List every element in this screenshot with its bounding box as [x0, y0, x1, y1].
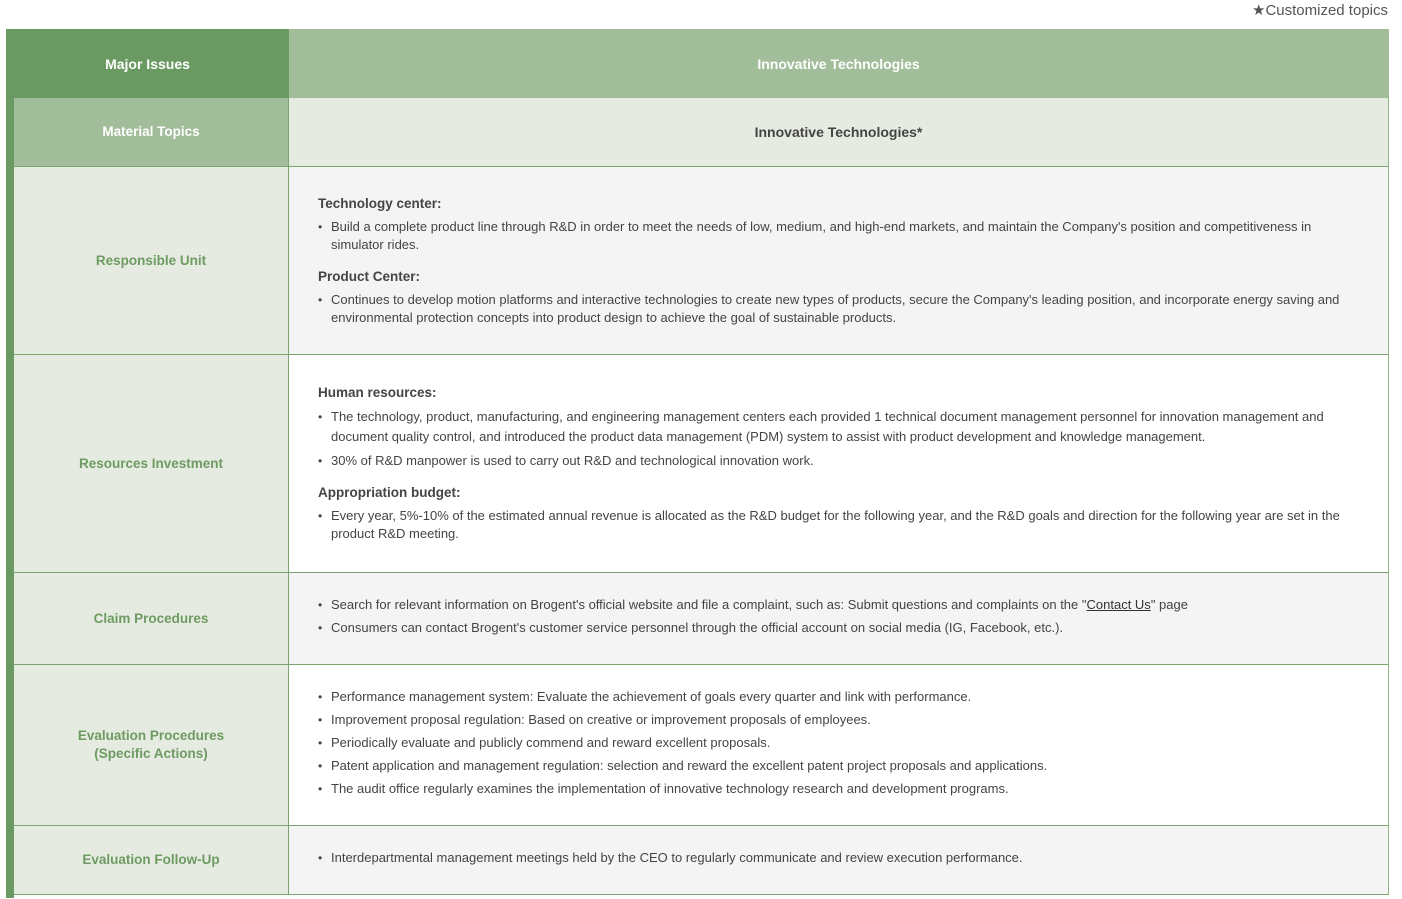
evaluation-item: • Improvement proposal regulation: Based on creative or improvement proposals of employees.	[318, 711, 1358, 729]
human-resources-item: • 30% of R&D manpower is used to carry out R&D and technological innovation work.	[318, 452, 1358, 470]
product-center-title: Product Center:	[318, 268, 421, 284]
product-center-item: • Continues to develop motion platforms and interactive technologies to create new types of products, secure the Company's leading position, and incorporate energy saving and environmental protection concepts into product design to achieve the goal of sustainable products.	[318, 291, 1358, 327]
evaluation-item: • Patent application and management regulation: selection and reward the excellent patent project proposals and applications.	[318, 757, 1358, 775]
responsible-unit-row	[6, 167, 1389, 355]
claim-item-text-end: " page	[1150, 596, 1188, 612]
material-topics-label: Material Topics	[6, 98, 289, 167]
appropriation-budget-item: • Every year, 5%-10% of the estimated annual revenue is allocated as the R&D budget for the following year, and the R&D goals and direction for the following year are set in the product R&D meeting.	[318, 507, 1358, 543]
material-topics-row	[6, 98, 1389, 167]
resources-investment-row	[6, 355, 1389, 573]
evaluation-follow-up-row	[6, 826, 1389, 895]
customized-topics-note: ★Customized topics	[1252, 2, 1388, 19]
evaluation-item: • The audit office regularly examines the implementation of innovative technology research and development programs.	[318, 780, 1358, 798]
evaluation-item: • Performance management system: Evaluate the achievement of goals every quarter and link with performance.	[318, 688, 1358, 706]
evaluation-procedures-label	[6, 665, 289, 826]
appropriation-budget-title: Appropriation budget:	[318, 485, 461, 500]
major-issues-label: Major Issues	[6, 29, 289, 98]
evaluation-follow-up-label: Evaluation Follow-Up	[6, 826, 289, 895]
evaluation-procedures-content	[289, 665, 1389, 826]
technology-center-item: • Build a complete product line through R&D in order to meet the needs of low, medium, and high-end markets, and maintain the Company's position and competitiveness in simulator rides.	[318, 218, 1358, 254]
major-issues-value: Innovative Technologies	[289, 29, 1389, 98]
human-resources-title: Human resources:	[318, 385, 437, 400]
evaluation-procedures-label-line1: Evaluation Procedures	[77, 728, 225, 743]
claim-item: • Consumers can contact Brogent's customer service personnel through the official account on social media (IG, Facebook, etc.).	[318, 619, 1358, 637]
evaluation-item: • Periodically evaluate and publicly commend and reward excellent proposals.	[318, 734, 1358, 752]
responsible-unit-label: Responsible Unit	[6, 167, 289, 355]
evaluation-follow-up-content	[289, 826, 1389, 895]
human-resources-item: • The technology, product, manufacturing, and engineering management centers each provided 1 technical document management personnel for innovation management and document quality control, and introduced the product data management (PDM) system to assist with product development and knowledge management.	[318, 407, 1358, 447]
claim-procedures-content	[289, 573, 1389, 665]
claim-procedures-label: Claim Procedures	[6, 573, 289, 665]
follow-up-item: • Interdepartmental management meetings held by the CEO to regularly communicate and review execution performance.	[318, 849, 1358, 867]
major-issues-row	[6, 29, 1389, 98]
contact-us-link[interactable]: Contact Us	[1086, 596, 1151, 612]
technology-center-title: Technology center:	[318, 195, 442, 211]
material-topic-table	[6, 29, 1389, 895]
evaluation-procedures-label-line2: (Specific Actions)	[94, 746, 208, 761]
claim-item	[318, 596, 1358, 614]
resources-investment-label: Resources Investment	[6, 355, 289, 573]
claim-item-text: Search for relevant information on Brogent's official website and file a complaint, such as: Submit questions and complaints on the "	[331, 596, 1087, 612]
resources-investment-content	[289, 355, 1389, 573]
evaluation-procedures-row	[6, 665, 1389, 826]
material-topics-value: Innovative Technologies*	[289, 98, 1389, 167]
claim-procedures-row	[6, 573, 1389, 665]
responsible-unit-content	[289, 167, 1389, 355]
